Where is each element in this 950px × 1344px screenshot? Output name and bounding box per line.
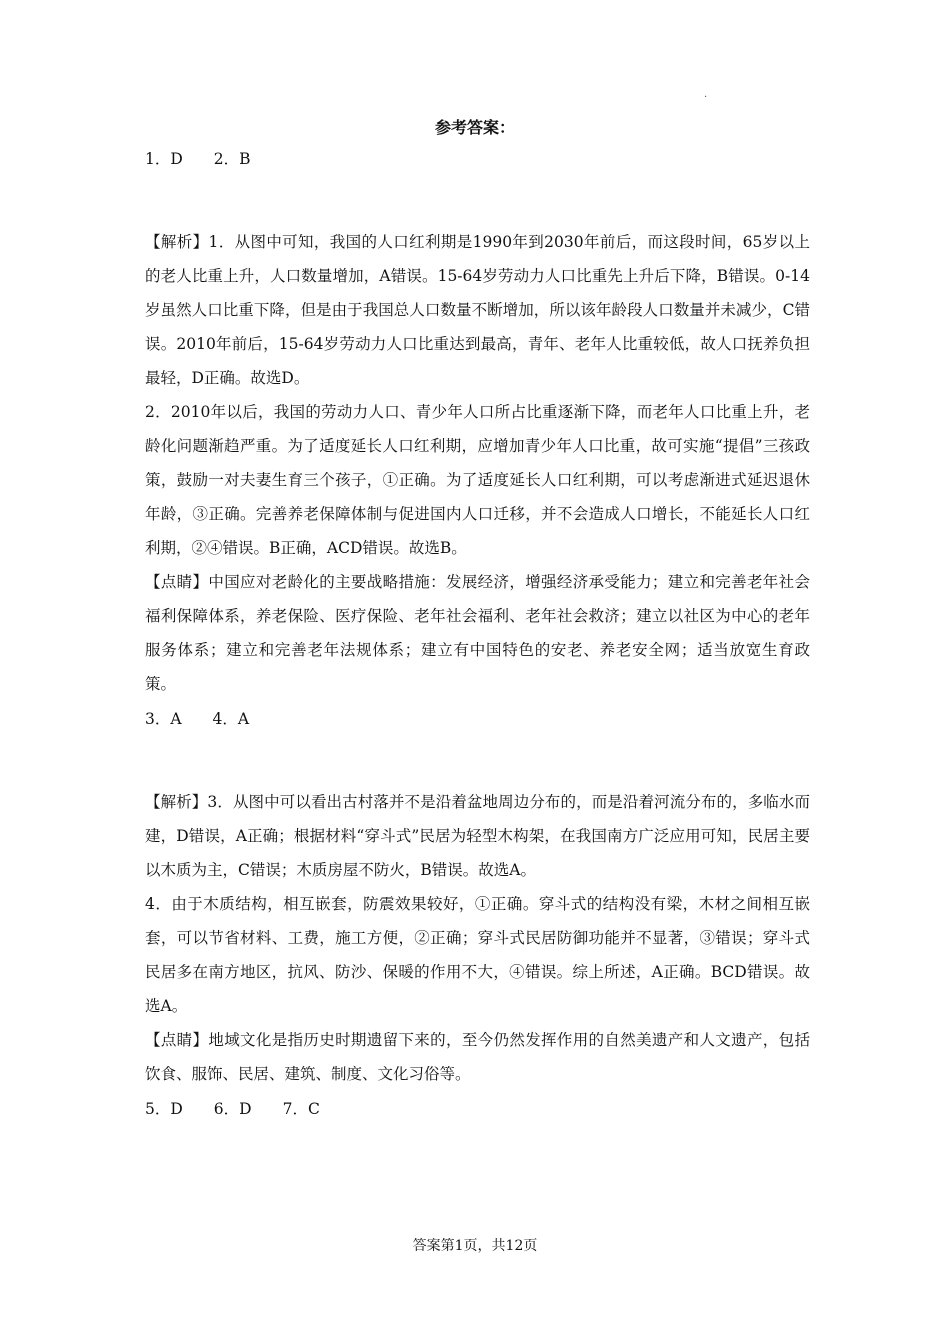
answer-line-3-4: 3．A 4．A <box>145 710 250 728</box>
page-footer: 答案第1页，共12页 <box>412 1238 538 1254</box>
answer-line-5-7: 5．D 6．D 7．C <box>145 1100 320 1118</box>
answer-content <box>145 145 810 1123</box>
answer-line-1-2: 1．D 2．B <box>145 150 251 168</box>
analysis-paragraph-1: 【解析】1．从图中可知，我国的人口红利期是1990年到2030年前后，而这段时间，65岁以上的老人比重上升，人口数量增加，A错误。15-64岁劳动力人口比重先上升后下降，B错误。0-14岁虽然人口比重下降，但是由于我国总人口数量不断增加，所以该年龄段人口数量并未减少，C错误。2010年前后，15-64岁劳动力人口比重达到最高，青年、老年人比重较低，故人口抚养负担最轻，D正确。故选D。 <box>145 233 810 387</box>
comment-paragraph-2: 【点睛】地域文化是指历史时期遗留下来的，至今仍然发挥作用的自然美遗产和人文遗产，包括饮食、服饰、民居、建筑、制度、文化习俗等。 <box>145 1031 810 1083</box>
page-title: 参考答案： <box>434 118 515 137</box>
spacer <box>145 173 810 225</box>
spacer <box>145 733 810 785</box>
analysis-paragraph-3: 【解析】3．从图中可以看出古村落并不是沿着盆地周边分布的，而是沿着河流分布的，多临水而建，D错误，A正确；根据材料“穿斗式”民居为轻型木构架，在我国南方广泛应用可知，民居主要以木质为主，C错误；木质房屋不防火，B错误。故选A。 <box>145 793 810 879</box>
analysis-paragraph-4: 4．由于木质结构，相互嵌套，防震效果较好，①正确。穿斗式的结构没有梁，木材之间相互嵌套，可以节省材料、工费，施工方便，②正确；穿斗式民居防御功能并不显著，③错误；穿斗式民居多在南方地区，抗风、防沙、保暖的作用不大，④错误。综上所述，A正确。BCD错误。故选A。 <box>145 895 810 1015</box>
corner-mark: · <box>704 92 708 103</box>
analysis-paragraph-2: 2．2010年以后，我国的劳动力人口、青少年人口所占比重逐渐下降，而老年人口比重上升，老龄化问题渐趋严重。为了适度延长人口红利期，应增加青少年人口比重，故可实施“提倡”三孩政策，鼓励一对夫妻生育三个孩子，①正确。为了适度延长人口红利期，可以考虑渐进式延迟退休年龄，③正确。完善养老保障体制与促进国内人口迁移，并不会造成人口增长，不能延长人口红利期，②④错误。B正确，ACD错误。故选B。 <box>145 403 810 557</box>
comment-paragraph-1: 【点睛】中国应对老龄化的主要战略措施：发展经济，增强经济承受能力；建立和完善老年社会福利保障体系，养老保险、医疗保险、老年社会福利、老年社会救济；建立以社区为中心的老年服务体系；建立和完善老年法规体系；建立有中国特色的安老、养老安全网；适当放宽生育政策。 <box>145 573 810 693</box>
